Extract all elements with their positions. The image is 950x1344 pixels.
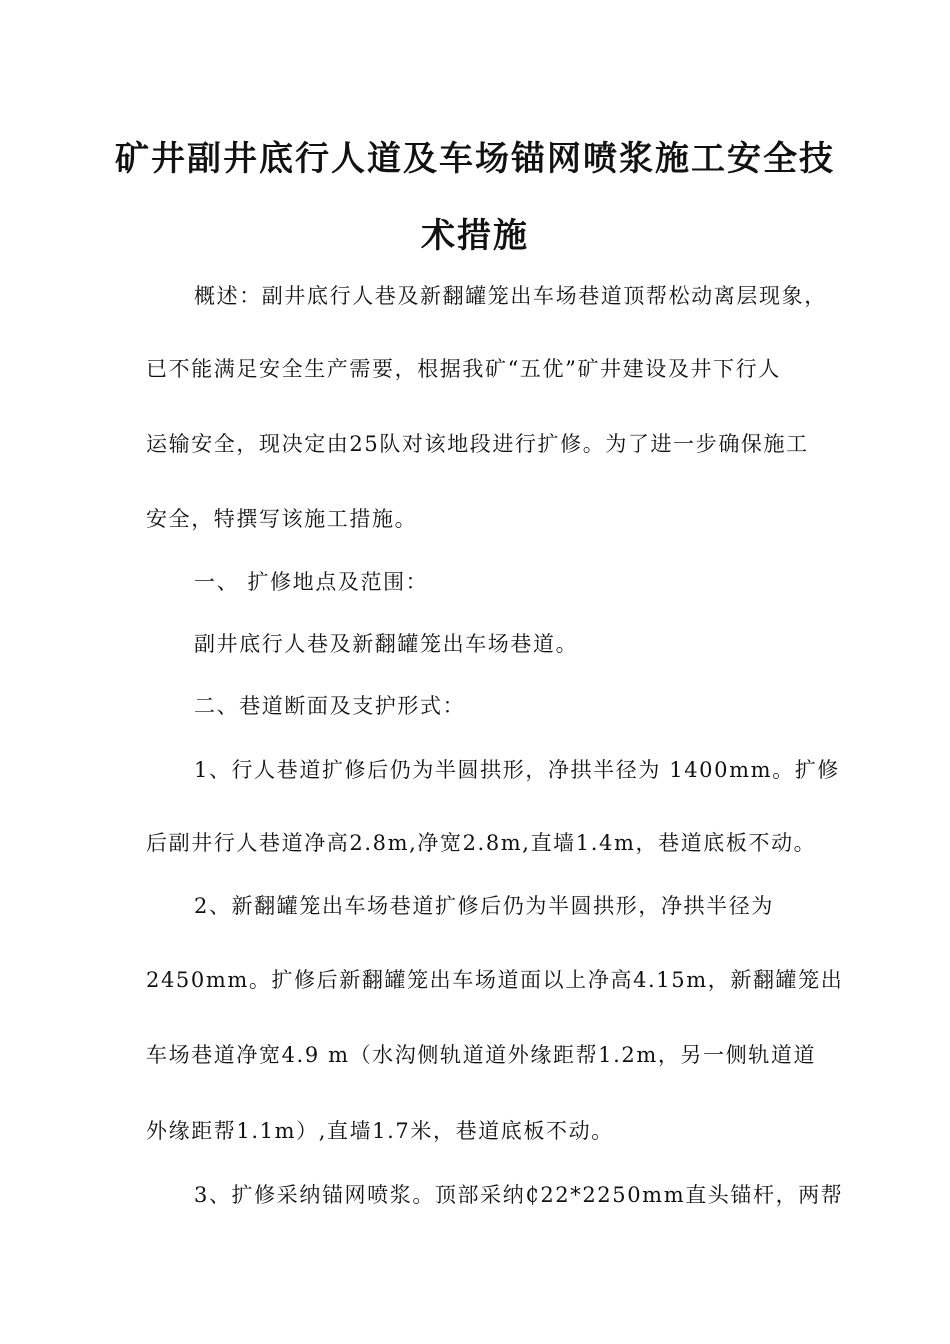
item-3-line: 3、扩修采纳锚网喷浆。顶部采纳₵22*2250mm直头锚杆，两帮 <box>194 1183 844 1207</box>
overview-paragraph-line: 已不能满足安全生产需要，根据我矿“五优”矿井建设及井下行人 <box>146 357 781 381</box>
item-2-line: 外缘距帮1.1m）,直墙1.7米，巷道底板不动。 <box>146 1119 614 1143</box>
overview-paragraph-line: 安全，特撰写该施工措施。 <box>146 507 418 531</box>
item-1-line: 1、行人巷道扩修后仍为半圆拱形，净拱半径为 1400mm。扩修 <box>194 758 840 782</box>
item-1-line: 后副井行人巷道净高2.8m,净宽2.8m,直墙1.4m，巷道底板不动。 <box>146 831 817 855</box>
section-heading-2: 二、巷道断面及支护形式： <box>194 694 466 718</box>
document-title-line-1: 矿井副井底行人道及车场锚网喷浆施工安全技 <box>115 139 835 179</box>
section-1-body: 副井底行人巷及新翻罐笼出车场巷道。 <box>194 632 579 656</box>
document-title-line-2: 术措施 <box>421 216 529 256</box>
item-2-line: 车场巷道净宽4.9 m（水沟侧轨道道外缘距帮1.2m，另一侧轨道道 <box>146 1043 817 1067</box>
item-2-line: 2450mm。扩修后新翻罐笼出车场道面以上净高4.15m，新翻罐笼出 <box>146 968 844 992</box>
section-heading-1: 一、 扩修地点及范围： <box>194 570 429 594</box>
overview-paragraph-line: 概述：副井底行人巷及新翻罐笼出车场巷道顶帮松动离层现象， <box>194 284 827 308</box>
overview-paragraph-line: 运输安全，现决定由25队对该地段进行扩修。为了进一步确保施工 <box>146 432 809 456</box>
item-2-line: 2、新翻罐笼出车场巷道扩修后仍为半圆拱形，净拱半径为 <box>194 894 774 918</box>
